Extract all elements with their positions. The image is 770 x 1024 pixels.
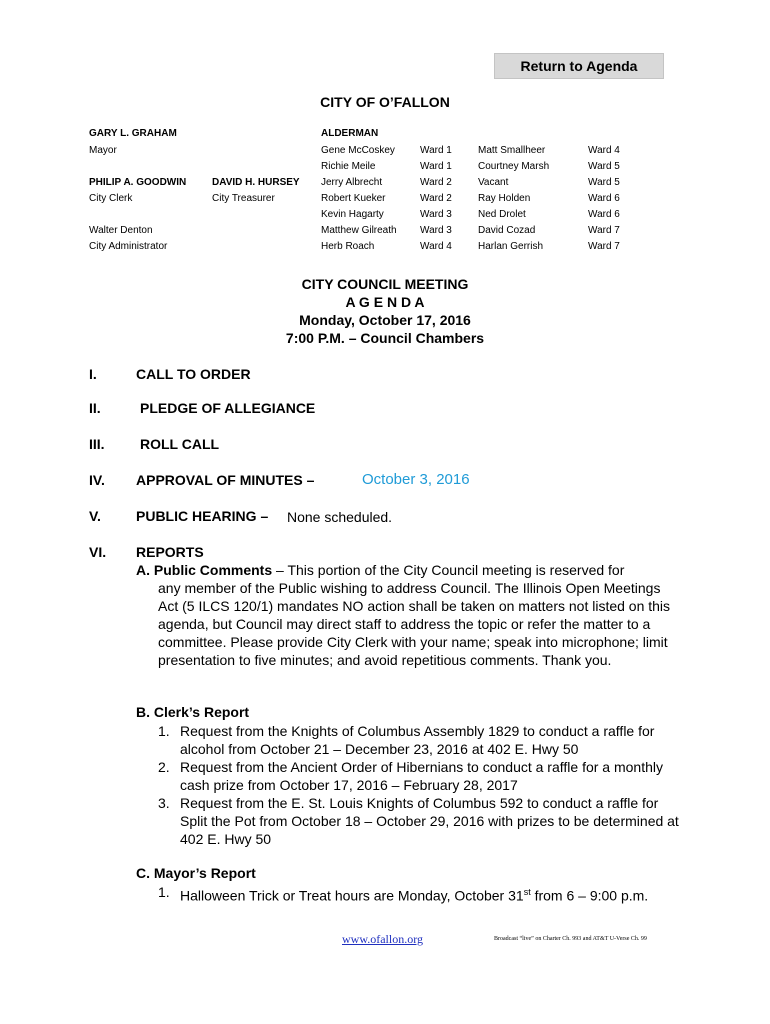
return-to-agenda-button[interactable]: Return to Agenda <box>494 53 664 79</box>
reports-heading: REPORTS <box>136 544 204 560</box>
mayor-title: Mayor <box>89 145 117 156</box>
clerk-report-item: Request from the Ancient Order of Hibernians to conduct a raffle for a monthly cash prize from October 17, 2016 – February 28, 2017 <box>180 759 663 793</box>
alderman-ward: Ward 5 <box>588 177 620 188</box>
city-title: CITY OF O’FALLON <box>320 94 450 110</box>
approval-of-minutes-heading: APPROVAL OF MINUTES – <box>136 472 315 488</box>
item-number: III. <box>89 436 105 452</box>
minutes-link[interactable]: October 3, 2016 <box>362 471 470 488</box>
alderman-ward: Ward 2 <box>420 177 452 188</box>
administrator-name: Walter Denton <box>89 225 153 236</box>
alderman-header: ALDERMAN <box>321 128 379 139</box>
alderman-ward: Ward 6 <box>588 209 620 220</box>
alderman-name: Gene McCoskey <box>321 145 395 156</box>
item-number: IV. <box>89 472 105 488</box>
alderman-name: David Cozad <box>478 225 536 236</box>
item-number: V. <box>89 508 101 524</box>
treasurer-title: City Treasurer <box>212 193 275 204</box>
alderman-name: Vacant <box>478 177 509 188</box>
item-number: I. <box>89 366 97 382</box>
public-comments-first-line <box>136 561 676 579</box>
alderman-ward: Ward 4 <box>420 241 452 252</box>
public-comments-text: any member of the Public wishing to address Council. The Illinois Open Meetings Act (5 ILCS 120/1) mandates NO action shall be taken on matters not listed on this agenda, but Council may direct staff to address the topic or refer the matter to a committee. Please provide City Clerk with your name; speak into microphone; limit presentation to five minutes; and avoid repetitious comments. Thank you. <box>158 580 671 668</box>
alderman-name: Courtney Marsh <box>478 161 550 172</box>
alderman-ward: Ward 1 <box>420 161 452 172</box>
administrator-title: City Administrator <box>89 241 168 252</box>
clerk-report-item: Request from the Knights of Columbus Assembly 1829 to conduct a raffle for alcohol from October 21 – December 23, 2016 at 402 E. Hwy 50 <box>180 723 655 757</box>
public-comments-text-start: – This portion of the City Council meeting is reserved for <box>272 562 625 578</box>
meeting-date: Monday, October 17, 2016 <box>299 312 471 328</box>
public-hearing-heading: PUBLIC HEARING – <box>136 508 269 524</box>
alderman-name: Richie Meile <box>321 161 376 172</box>
alderman-ward: Ward 7 <box>588 241 620 252</box>
clerk-title: City Clerk <box>89 193 133 204</box>
clerks-report-heading: B. Clerk’s Report <box>136 704 250 720</box>
alderman-name: Ned Drolet <box>478 209 526 220</box>
alderman-ward: Ward 2 <box>420 193 452 204</box>
treasurer-name: DAVID H. HURSEY <box>212 177 300 188</box>
alderman-ward: Ward 3 <box>420 225 452 236</box>
alderman-name: Matthew Gilreath <box>321 225 397 236</box>
item-number: VI. <box>89 544 107 560</box>
alderman-ward: Ward 6 <box>588 193 620 204</box>
alderman-name: Jerry Albrecht <box>321 177 383 188</box>
public-comments-label: A. Public Comments <box>136 562 273 578</box>
alderman-name: Harlan Gerrish <box>478 241 544 252</box>
roll-call-heading: ROLL CALL <box>140 436 220 452</box>
pledge-heading: PLEDGE OF ALLEGIANCE <box>140 400 316 416</box>
alderman-name: Robert Kueker <box>321 193 386 204</box>
alderman-ward: Ward 3 <box>420 209 452 220</box>
alderman-ward: Ward 7 <box>588 225 620 236</box>
alderman-name: Herb Roach <box>321 241 375 252</box>
alderman-ward: Ward 1 <box>420 145 452 156</box>
list-number: 3. <box>158 795 170 811</box>
mayor-report-text: Halloween Trick or Treat hours are Monday, October 31 <box>180 887 524 904</box>
broadcast-note: Broadcast “live” on Charter Ch. 993 and AT&T U-Verse Ch. 99 <box>494 936 647 942</box>
agenda-title: A G E N D A <box>345 294 425 310</box>
list-number: 2. <box>158 759 170 775</box>
mayor-report-text-end: from 6 – 9:00 p.m. <box>530 887 649 904</box>
alderman-ward: Ward 5 <box>588 161 620 172</box>
clerk-name: PHILIP A. GOODWIN <box>89 177 187 188</box>
call-to-order-heading: CALL TO ORDER <box>136 366 251 382</box>
list-number: 1. <box>158 723 170 739</box>
mayor-report-item <box>180 883 670 905</box>
clerk-report-item: Request from the E. St. Louis Knights of Columbus 592 to conduct a raffle for Split the Pot from October 18 – October 29, 2016 with prizes to be determined at 402 E. Hwy 50 <box>180 795 679 847</box>
list-number: 1. <box>158 884 170 900</box>
ordinal-suffix: st <box>523 887 531 897</box>
website-link[interactable]: www.ofallon.org <box>342 932 423 946</box>
meeting-time-location: 7:00 P.M. – Council Chambers <box>285 330 485 346</box>
mayors-report-heading: C. Mayor’s Report <box>136 865 256 881</box>
alderman-name: Kevin Hagarty <box>321 209 384 220</box>
meeting-title: CITY COUNCIL MEETING <box>301 276 469 292</box>
item-number: II. <box>89 400 101 416</box>
alderman-ward: Ward 4 <box>588 145 620 156</box>
alderman-name: Matt Smallheer <box>478 145 546 156</box>
mayor-name: GARY L. GRAHAM <box>89 128 177 139</box>
public-hearing-text: None scheduled. <box>287 509 393 525</box>
alderman-name: Ray Holden <box>478 193 531 204</box>
